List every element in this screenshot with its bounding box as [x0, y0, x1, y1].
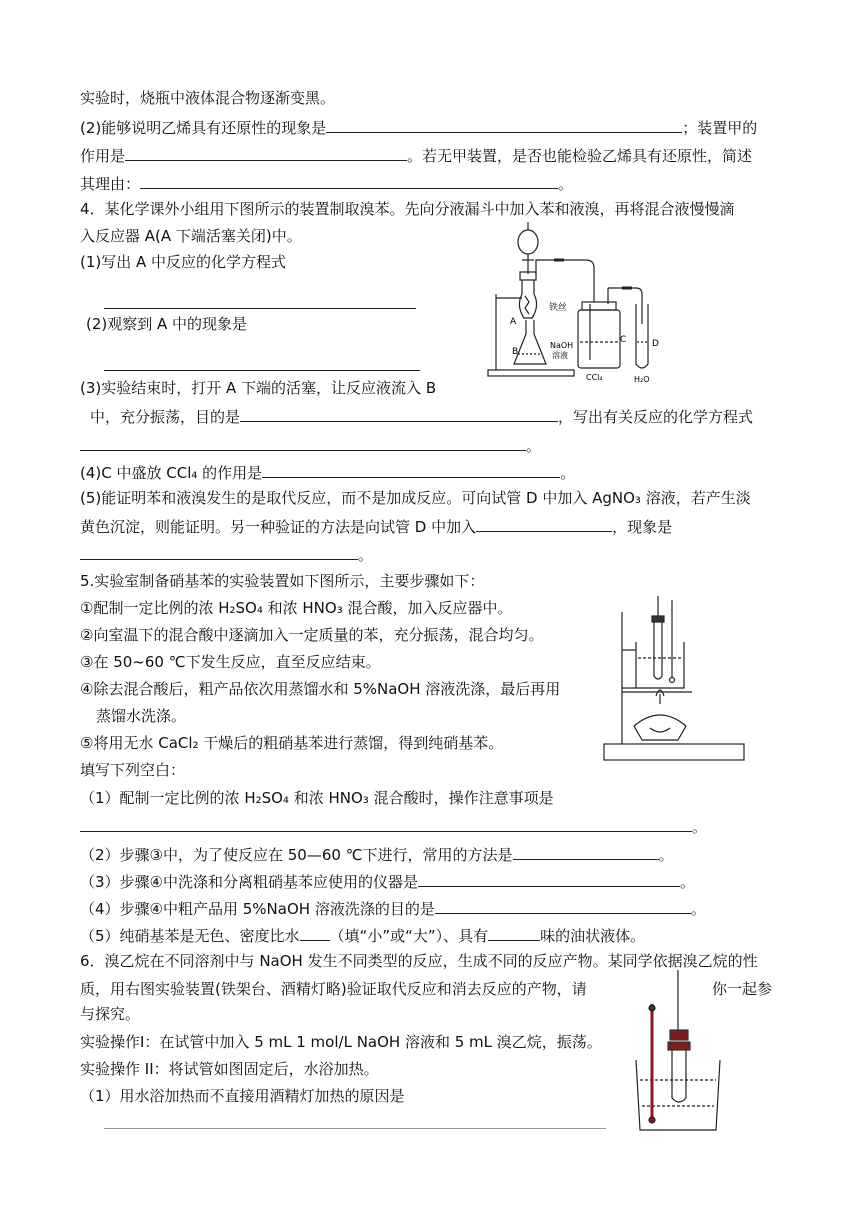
q6-operation-2 [80, 1059, 379, 1079]
q5-blank-5-text-3: 味的油状液体。 [540, 927, 646, 945]
nitrobenzene-apparatus-figure [602, 592, 758, 764]
label-solution: 溶液 [552, 351, 568, 360]
q5-intro-text: 5.实验室制备硝基苯的实验装置如下图所示，主要步骤如下： [80, 572, 485, 590]
q4-blank-purpose[interactable] [240, 405, 558, 422]
q5-blank-instrument[interactable] [418, 870, 680, 887]
q6-blank-reason[interactable] [104, 1112, 606, 1129]
q5-blank-precautions[interactable] [80, 815, 692, 832]
q6-operation-1-text: 实验操作Ⅰ：在试管中加入 5 mL 1 mol/L NaOH 溶液和 5 mL 溴乙烷，振荡。 [80, 1033, 602, 1051]
q3-period: 。 [558, 175, 574, 193]
q4-intro-text-1: 4．某化学课外小组用下图所示的装置制取溴苯。先向分液漏斗中加入苯和液溴，再将混合液慢慢滴 [80, 200, 735, 218]
q6-question-1-text: （1）用水浴加热而不直接用酒精灯加热的原因是 [80, 1087, 405, 1105]
q5-step-4 [80, 679, 560, 699]
q5-blank-1-line [80, 815, 707, 837]
q6-intro-text-1: 6．溴乙烷在不同溶剂中与 NaOH 发生不同类型的反应，生成不同的反应产物。某同学依据溴乙烷的性 [80, 952, 758, 970]
q4-part-5-phenomenon-label: ，现象是 [612, 518, 673, 536]
q3-line-1 [80, 88, 335, 108]
q3-line-2 [80, 116, 757, 138]
stand-base [488, 370, 574, 376]
q5-intro [80, 571, 484, 591]
q5-fill-heading [80, 760, 185, 780]
q6-question-1 [80, 1086, 405, 1106]
rubber-stopper [670, 1030, 688, 1040]
q5-blank-1 [80, 788, 554, 808]
q3-text-1: 实验时，烧瓶中液体混合物逐渐变黑。 [80, 89, 336, 107]
alcohol-lamp [634, 715, 686, 740]
q6-intro-text-2: 质，用右图实验装置(铁架台、酒精灯略)验证取代反应和消去反应的产物，请 [80, 980, 587, 998]
q5-step-5-text: ⑤将用无水 CaCl₂ 干燥后的粗硝基苯进行蒸馏，得到纯硝基苯。 [80, 734, 504, 752]
q4-part-1-text: (1)写出 A 中反应的化学方程式 [80, 253, 287, 271]
q6-intro-text-3: 与探究。 [80, 1005, 141, 1023]
q4-part-3-text: (3)实验结束时，打开 A 下端的活塞，让反应液流入 B [80, 379, 437, 397]
q4-intro-2 [80, 226, 302, 246]
q3-blank-role[interactable] [125, 144, 407, 161]
q5-blank-density[interactable] [300, 924, 330, 941]
q5-step-3-text: ③在 50~60 ℃下发生反应，直至反应结束。 [80, 653, 381, 671]
q4-part-1 [80, 252, 286, 272]
label-b: B [512, 347, 519, 357]
q4-part-2-text: (2)观察到 A 中的现象是 [86, 315, 248, 333]
q5-blank-4-text: （4）步骤④中粗产品用 5%NaOH 溶液洗涤的目的是 [80, 900, 435, 918]
q4-period-3: 。 [526, 437, 542, 455]
q5-step-5 [80, 733, 503, 753]
water-bath-beaker [636, 642, 684, 688]
q4-part-2 [86, 314, 247, 334]
q3-text-role: 作用是 [80, 147, 126, 165]
q4-period-4: 。 [560, 464, 576, 482]
q5-step-4-cont [96, 706, 186, 726]
label-c: C [620, 335, 627, 345]
q4-part-5-reagent-label: 黄色沉淀，则能证明。另一种验证的方法是向试管 D 中加入 [80, 518, 477, 536]
q5-period-4: 。 [690, 900, 706, 918]
reaction-tube [654, 622, 662, 679]
q5-blank-5-text-2: （填“小”或“大”）、具有 [329, 927, 489, 945]
q6-intro-3 [80, 1004, 140, 1024]
q4-blank-phenomenon-d[interactable] [80, 543, 358, 560]
water-bath-figure [628, 968, 728, 1136]
q4-part-5-line-2 [80, 515, 672, 537]
q4-blank-equation-b[interactable] [80, 434, 526, 451]
q4-blank-reagent[interactable] [476, 515, 612, 532]
q5-blank-3-text: （3）步骤④中洗涤和分离粗硝基苯应使用的仪器是 [80, 873, 418, 891]
q3-text-device: ；装置甲的 [682, 119, 758, 137]
q3-line-3 [80, 144, 752, 166]
label-d: D [652, 339, 659, 349]
q5-blank-5-text: （5）纯硝基苯是无色、密度比水 [80, 927, 300, 945]
q5-blank-odor[interactable] [488, 924, 540, 941]
q5-blank-2-text: （2）步骤③中，为了使反应在 50—60 ℃下进行，常用的方法是 [80, 846, 513, 864]
q5-step-1 [80, 598, 512, 618]
q6-operation-1 [80, 1032, 602, 1052]
flask-b [514, 320, 546, 364]
q3-text-reason-label: 其理由： [80, 175, 141, 193]
q3-line-4 [80, 172, 573, 194]
q4-part-2-answer[interactable] [104, 354, 420, 376]
iron-wire-coil [525, 296, 529, 314]
stand-base [604, 744, 744, 760]
q5-step-2 [80, 625, 543, 645]
q5-step-1-text: ①配制一定比例的浓 H₂SO₄ 和浓 HNO₃ 混合酸，加入反应器中。 [80, 599, 513, 617]
q4-part-4-text: (4)C 中盛放 CCl₄ 的作用是 [80, 464, 263, 482]
q4-part-3-purpose-label: 中，充分振荡，目的是 [90, 408, 241, 426]
label-h2o: H₂O [634, 375, 650, 384]
q5-step-4-text-2: 蒸馏水洗涤。 [96, 707, 187, 725]
q5-period-2: 。 [658, 846, 674, 864]
q6-intro-text-2b: 你一起参 [712, 980, 773, 998]
q4-blank-phenomenon-a[interactable] [104, 354, 420, 371]
q3-text-reason: 。若无甲装置，是否也能检验乙烯具有还原性，简述 [407, 147, 753, 165]
label-a: A [510, 317, 517, 327]
q3-question-2: (2)能够说明乙烯具有还原性的现象是 [80, 119, 327, 137]
q5-period-3: 。 [680, 873, 696, 891]
q4-part-1-answer[interactable] [104, 292, 416, 314]
q4-intro-text-2: 入反应器 A(A 下端活塞关闭)中。 [80, 227, 302, 245]
separatory-funnel [518, 230, 538, 254]
q3-blank-phenomenon[interactable] [326, 116, 682, 133]
label-naoh: NaOH [550, 341, 574, 350]
q6-answer-1[interactable] [104, 1112, 606, 1134]
test-tube [672, 1050, 686, 1102]
q5-step-4-text: ④除去混合酸后，粗产品依次用蒸馏水和 5%NaOH 溶液洗涤，最后再用 [80, 680, 561, 698]
bottle-c [578, 310, 620, 368]
q5-blank-3 [80, 870, 695, 892]
q5-blank-2 [80, 843, 674, 865]
q4-period-5: 。 [358, 546, 374, 564]
q4-part-5-line-3 [80, 543, 373, 565]
q5-step-3 [80, 652, 381, 672]
label-iron-wire: 铁丝 [549, 303, 568, 313]
q4-part-4 [80, 461, 575, 483]
q4-part-3-line-3 [80, 434, 541, 456]
q4-blank-equation-a[interactable] [104, 292, 416, 309]
q5-fill-text: 填写下列空白： [80, 761, 186, 779]
q6-intro-2 [80, 979, 587, 999]
q4-part-3-equation-label: ，写出有关反应的化学方程式 [558, 408, 754, 426]
q4-part-5-text: (5)能证明苯和液溴发生的是取代反应，而不是加成反应。可向试管 D 中加入 AgNO₃ 溶液，若产生淡 [80, 489, 751, 507]
q5-blank-washing-purpose[interactable] [435, 897, 691, 914]
q5-blank-1-text: （1）配制一定比例的浓 H₂SO₄ 和浓 HNO₃ 混合酸时，操作注意事项是 [80, 789, 554, 807]
q4-part-3-line-2 [90, 405, 753, 427]
label-ccl4: CCl₄ [586, 373, 603, 382]
bromobenzene-apparatus-figure [486, 214, 676, 384]
q4-part-5 [80, 488, 751, 508]
q5-blank-5 [80, 924, 645, 946]
q5-blank-4 [80, 897, 706, 919]
q5-period-1: 。 [692, 818, 708, 836]
q4-blank-ccl4-role[interactable] [262, 461, 560, 478]
q3-blank-reason[interactable] [140, 172, 558, 189]
q5-step-2-text: ②向室温下的混合酸中逐滴加入一定质量的苯，充分振荡，混合均匀。 [80, 626, 544, 644]
q4-part-3 [80, 378, 436, 398]
q6-operation-2-text: 实验操作 II：将试管如图固定后，水浴加热。 [80, 1060, 379, 1078]
q5-blank-heating-method[interactable] [513, 843, 659, 860]
